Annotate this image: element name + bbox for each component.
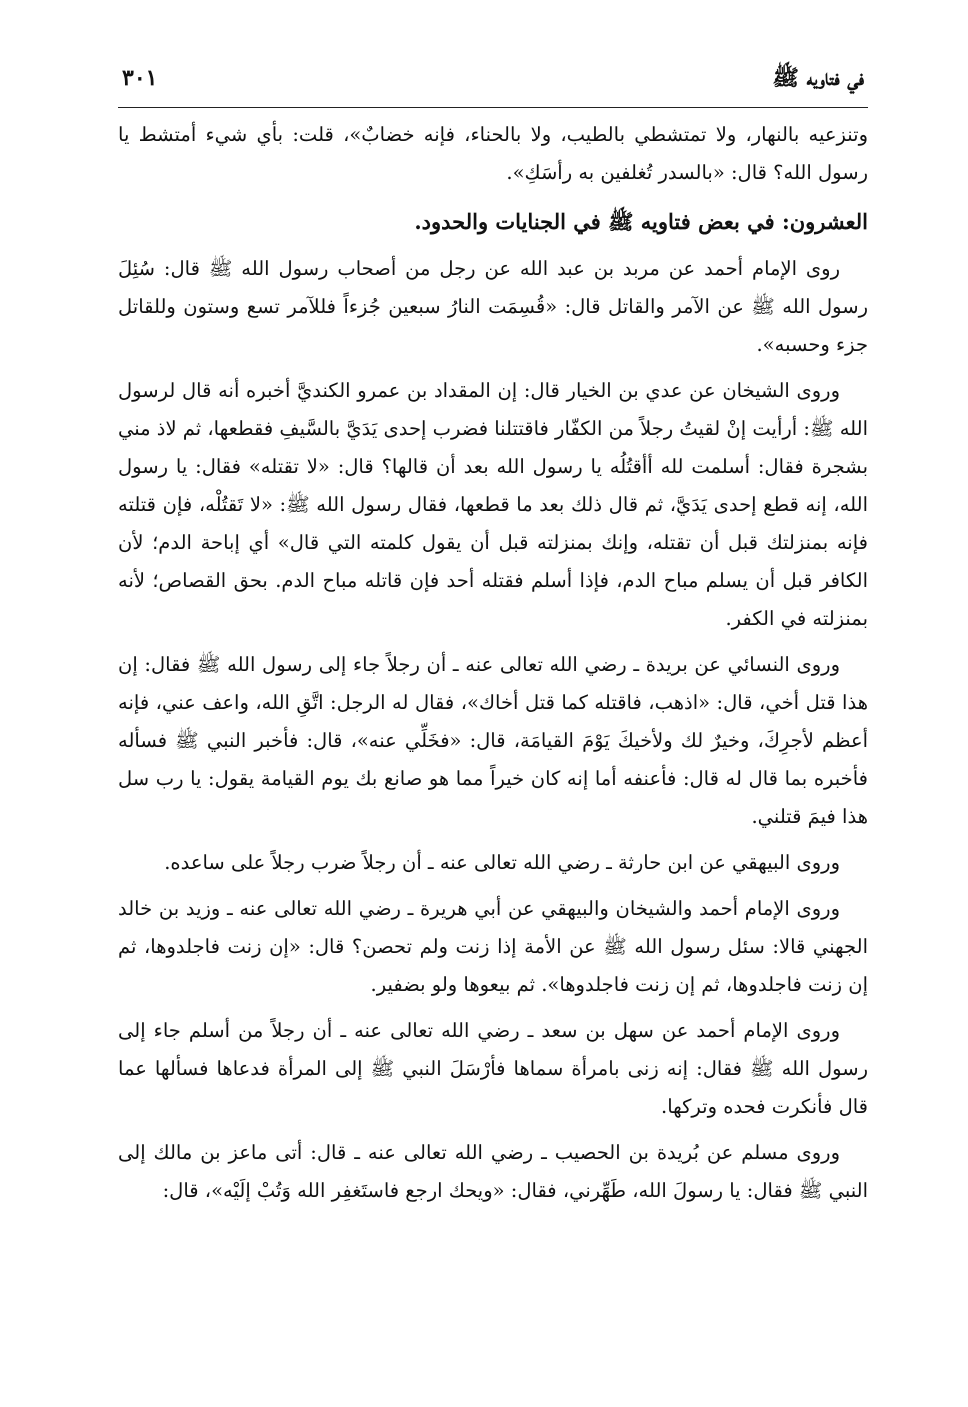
- paragraph: روى الإمام أحمد عن مربد بن عبد الله عن رجل من أصحاب رسول الله ﷺ قال: سُئِلَ رسول الله ﷺ عن الآمر والقاتل قال: «قُسِمَت النارُ سبعين جُزءاً فللآمر تسع وستون وللقاتل جزء وحسبه».: [118, 257, 868, 356]
- paragraph: وروى النسائي عن بريدة ـ رضي الله تعالى عنه ـ أن رجلاً جاء إلى رسول الله ﷺ فقال: إن هذا قتل أخي، قال: «اذهب، فاقتله كما قتل أخاك»، فقال له الرجل: اتَّقِ الله، واعف عني، فإنه أعظم لأجرِكَ، وخيرٌ لك ولأخيكَ يَوْمَ القيامَة، قال: «فخَلِّي عنه»، قال: فأخبر النبي ﷺ فسأله فأخبره بما قال له قال: فأعنفه أما إنه كان خيراً مما هو صانع بك يوم القيامة يقول: يا رب سل هذا فيمَ قتلني.: [118, 653, 868, 828]
- running-header: [118, 64, 868, 108]
- paragraph: وروى مسلم عن بُريدة بن الحصيب ـ رضي الله تعالى عنه ـ قال: أتى ماعز بن مالك إلى النبي ﷺ فقال: يا رسولَ الله، طَهِّرني، فقال: «ويحك ارجع فاستَغفِر الله وَتُبْ إلَيْه»، قال:: [118, 1141, 868, 1202]
- paragraph-continuation: وتنزعيه بالنهار، ولا تمتشطي بالطيب، ولا بالحناء، فإنه خضابٌ»، قلت: بأي شيء أمتشط يا رسول الله؟ قال: «بالسدر تُغلفين به رأسَكِ».: [118, 123, 868, 184]
- book-page: [118, 64, 868, 1210]
- paragraph: وروى الإمام أحمد عن سهل بن سعد ـ رضي الله تعالى عنه ـ أن رجلاً من أسلم جاء إلى رسول الله ﷺ فقال: إنه زنى بامرأة سماها فأرْسَلَ النبي ﷺ إلى المرأة فدعاها فسألها عما قال فأنكرت فحده وتركها.: [118, 1019, 868, 1118]
- paragraph: وروى الإمام أحمد والشيخان والبيهقي عن أبي هريرة ـ رضي الله تعالى عنه ـ وزيد بن خالد الجهني قالا: سئل رسول الله ﷺ عن الأمة إذا زنت ولم تحصن؟ قال: «إن زنت فاجلدوها، ثم إن زنت فاجلدوها، ثم إن زنت فاجلدوها». ثم بيعوها ولو بضفير.: [118, 897, 868, 996]
- page-number: ٣٠١: [122, 65, 158, 91]
- paragraph: وروى البيهقي عن ابن حارثة ـ رضي الله تعالى عنه ـ أن رجلاً ضرب رجلاً على ساعده.: [164, 851, 840, 874]
- section-heading: العشرون: في بعض فتاويه ﷺ في الجنايات والحدود.: [414, 209, 868, 234]
- page-body: [118, 108, 868, 1210]
- paragraph: وروى الشيخان عن عدي بن الخيار قال: إن المقداد بن عمرو الكنديَّ أخبره أنه قال لرسول الله ﷺ: أرأيت إنْ لقيتُ رجلاً من الكفّار فاقتتلنا فضرب إحدى يَدَيَّ بالسَّيفِ فقطعها، ثم لاذ مني بشجرة فقال: أسلمت لله أأقتُلُه يا رسول الله بعد أن قالها؟ قال: «لا تقتله» فقال: يا رسول الله، إنه قطع إحدى يَدَيَّ، ثم قال ذلك بعد ما قطعها، فقال رسول الله ﷺ: «لا تَقتُلْه، فإن قتلته فإنه بمنزلتك قبل أن تقتله، وإنك بمنزلته قبل أن يقول كلمته التي قال» أي إباحة الدم؛ لأن الكافر قبل أن يسلم مباح الدم، فإذا أسلم فقتله أحد فإن قاتله مباح الدم. بحق القصاص؛ لأنه بمنزلته في الكفر.: [118, 379, 868, 630]
- running-title: في فتاويه ﷺ: [772, 65, 864, 91]
